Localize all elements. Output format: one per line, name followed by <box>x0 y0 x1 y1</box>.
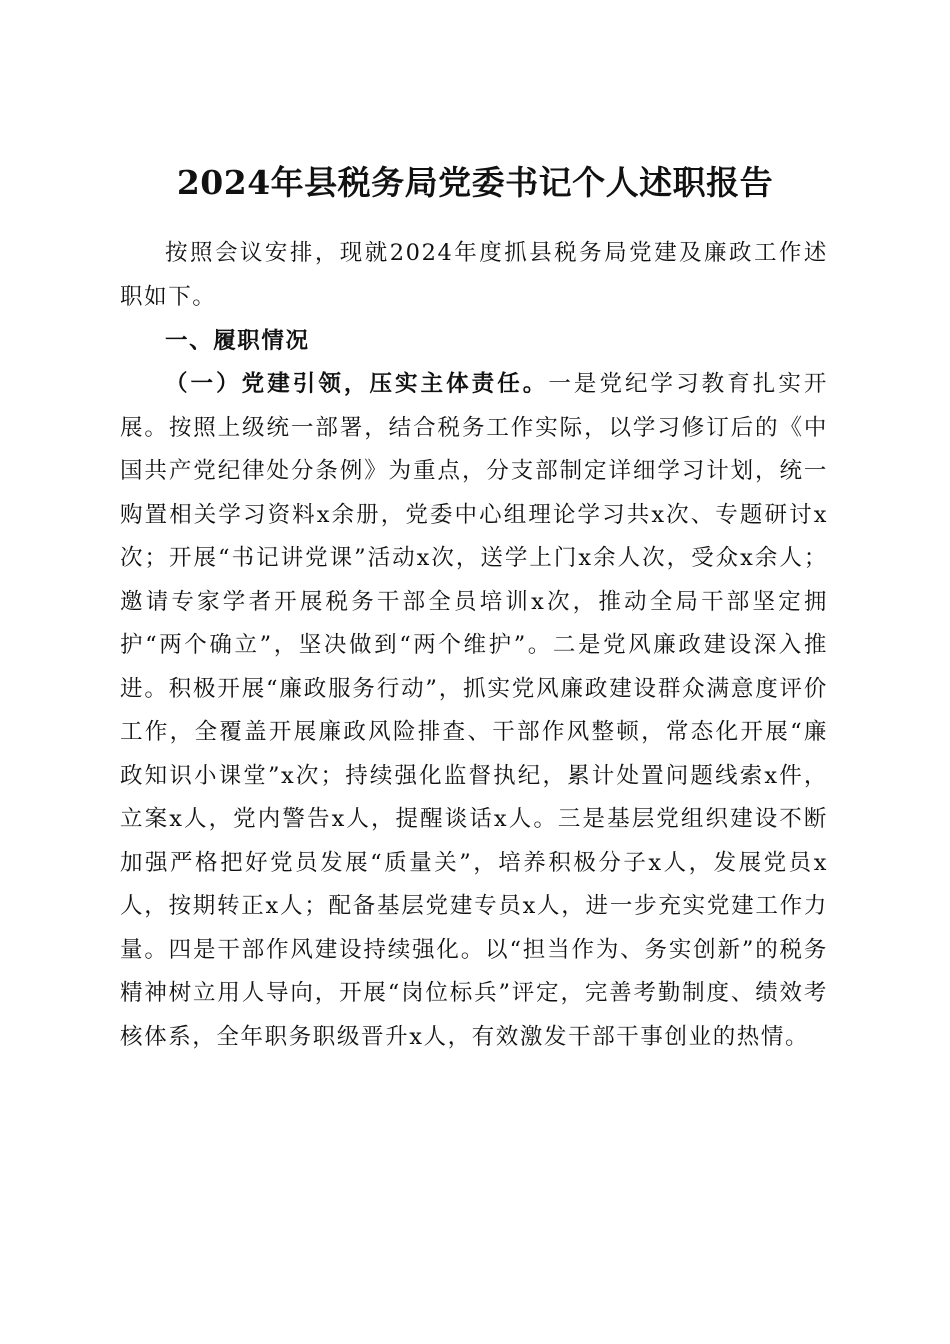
section-heading-performance: 一、履职情况 <box>165 328 310 354</box>
subsection-body: 一是党纪学习教育扎实开展。按照上级统一部署，结合税务工作实际，以学习修订后的《中国共产党纪律处分条例》为重点，分支部制定详细学习计划，统一购置相关学习资料x余册，党委中心组理论学习共x次、专题研讨x次；开展“书记讲党课”活动x次，送学上门x余人次，受众x余人；邀请专家学者开展税务干部全员培训x次，推动全局干部坚定拥护“两个确立”，坚决做到“两个维护”。二是党风廉政建设深入推进。积极开展“廉政服务行动”，抓实党风廉政建设群众满意度评价工作，全覆盖开展廉政风险排查、干部作风整顿，常态化开展“廉政知识小课堂”x次；持续强化监督执纪，累计处置问题线索x件，立案x人，党内警告x人，提醒谈话x人。三是基层党组织建设不断加强严格把好党员发展“质量关”，培养积极分子x人，发展党员x人，按期转正x人；配备基层党建专员x人，进一步充实党建工作力量。四是干部作风建设持续强化。以“担当作为、务实创新”的税务精神树立用人导向，开展“岗位标兵”评定，完善考勤制度、绩效考核体系，全年职务职级晋升x人，有效激发干部干事创业的热情。 <box>120 371 828 1050</box>
subsection-heading: （一）党建引领，压实主体责任。 <box>165 371 549 397</box>
document-title: 2024年县税务局党委书记个人述职报告 <box>176 163 774 203</box>
intro-paragraph: 按照会议安排，现就2024年度抓县税务局党建及廉政工作述职如下。 <box>120 240 828 310</box>
section-paragraph-party-building <box>120 363 828 1059</box>
